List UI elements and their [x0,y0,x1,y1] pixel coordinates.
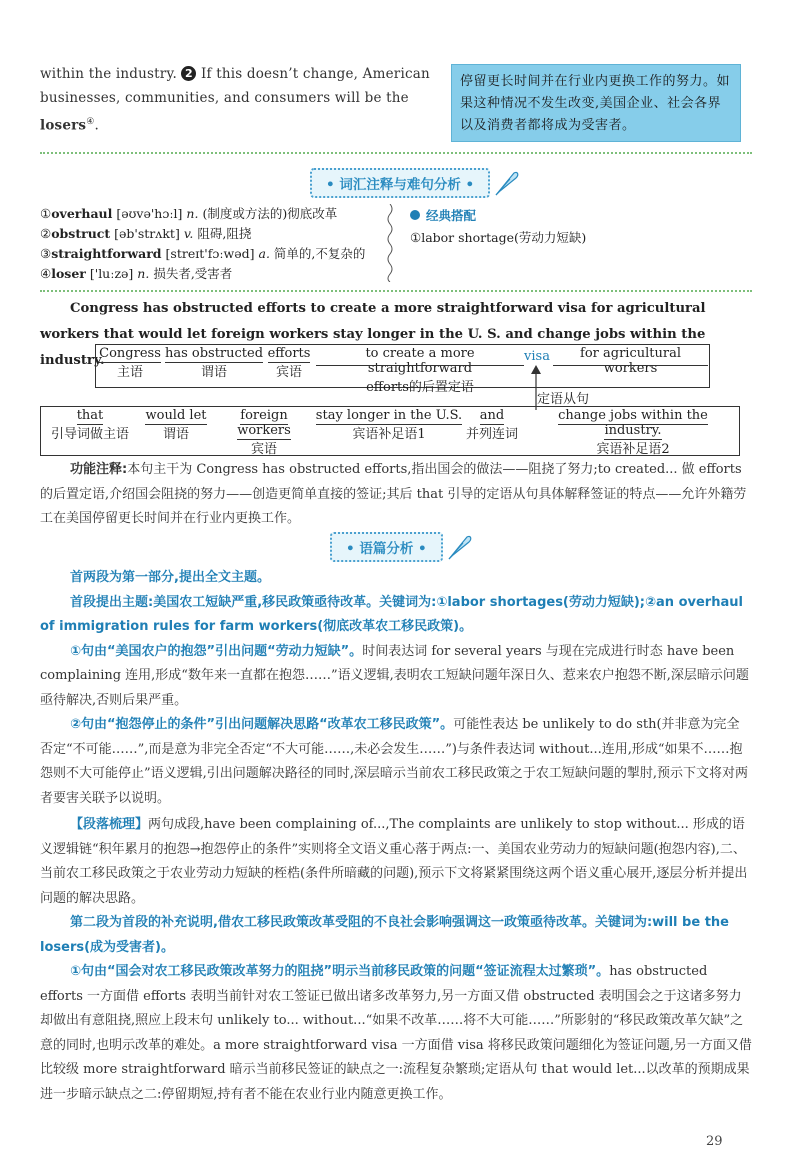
diagram-cell: and 并列连词 [465,408,518,442]
analysis-topic: 首段提出主题:美国农工短缺严重,移民政策亟待改革。关键词为:①labor shortages(劳动力短缺);②an overhaul of immigration rules for farm workers(彻底改革农工移民政策)。 [40,594,743,634]
diagram-cell: stay longer in the U.S. 宾语补足语1 [315,408,463,442]
analysis-paragraph: 【段落梳理】两句成段,have been complaining of...,The complaints are unlikely to stop without... 形成的语义逻辑链“积年累月的抱怨→抱怨停止的条件”实则将全文语义重心落于两点:一、美国农业劳动力的短缺问题(抱怨内容),二、当前农工移民政策之于农业劳动力短缺的桎梏(条件所暗藏的问题),预示下文将紧紧围绕这两个语义重心展开,逐层分析并提出问题的解决思路。 [40,817,748,906]
diagram-cell: that 引导词做主语 [50,408,129,442]
analysis-paragraph: ①句由“国会对农工移民政策改革努力的阻挠”明示当前移民政策的问题“签证流程太过繁琐”。has obstructed efforts 一方面借 efforts 表明当前针对农工签证已做出诸多改革努力,另一方面又借 obstructed 表明国会之于这诸多努力却做出有意阻挠,照应上段末句 unlikely to... without...“如果不改革……将不大可能……”所影射的“移民政策改革欠缺”之意的同时,也明示改革的难处。a more straightforward visa 一方面借 visa 将移民政策问题细化为签证问题,另一方面又借比较级 more straightforward 暗示当前移民签证的缺点之一:流程复杂繁琐;定语从句 that would let...以改革的预期成果进一步暗示缺点之二:停留期短,持有者不能在农业行业内随意更换工作。 [40,964,752,1102]
vocab-item: ④loser ['luːzə] n. 损失者,受害者 [40,266,233,281]
quill-icon [445,533,473,561]
diagram-cell: for agricultural workers [580,346,681,376]
vocab-item: ③straightforward [streɪt'fɔːwəd] a. 简单的,不复杂的 [40,246,366,261]
section-divider [40,152,752,154]
collocation-box [410,205,740,249]
excerpt-footnote-marker: ④ [86,117,95,127]
vocab-item: ②obstruct [əb'strʌkt] v. 阻碍,阻挠 [40,226,252,241]
analysis-part-heading: 首两段为第一部分,提出全文主题。 [70,570,270,585]
diagram-cell: Congress 主语 [99,346,161,380]
page-number: 29 [706,1134,723,1149]
vocab-list [40,204,380,284]
english-excerpt [40,62,440,138]
excerpt-part1: within the industry. [40,66,177,82]
excerpt-part2: If this doesn’t change, American businesses, communities, and consumers will be the [40,66,430,106]
analysis-header-label: • 语篇分析 • [330,532,443,562]
sentence-marker-2: 2 [181,66,196,81]
vocab-item: ①overhaul [əʊvə'hɔːl] n. (制度或方法的)彻底改革 [40,206,338,221]
quill-icon [492,169,520,197]
underline [316,365,524,366]
difficult-sentence: Congress has obstructed efforts to create a more straightforward visa for agricultural workers that would let foreign workers stay longer in the U. S. and change jobs within the industry. [40,301,706,368]
diagram-cell: would let 谓语 [145,408,207,442]
diagram-head-noun: visa [524,349,550,364]
analysis-paragraph: ②句由“抱怨停止的条件”引出问题解决思路“改革农工移民政策”。可能性表达 be unlikely to do sth(并非意为完全否定“不可能……”,而是意为非完全否定“不大可能……,未必会发生……”)与条件表达词 without...连用,形成“如果不……抱怨则不大可能停止”语义逻辑,引出问题解决路径的同时,深层暗示当前农工移民政策之于农工短缺问题的掣肘,预示下文将对两者要害关联予以说明。 [40,717,749,806]
collocation-item: ①labor shortage(劳动力短缺) [410,230,587,245]
translation-box [451,64,741,142]
bullet-icon [410,210,420,220]
vocab-section-header [310,168,520,198]
section-divider [40,290,752,292]
vocab-header-label: • 词汇注释与难句分析 • [310,168,490,198]
wavy-divider [385,204,395,282]
excerpt-bold-word: losers [40,117,87,134]
diagram-cell: has obstructed 谓语 [164,346,264,380]
underline [553,365,708,366]
diagram-cell: change jobs within the industry. 宾语补足语2 [558,408,708,457]
function-note: 功能注释:本句主干为 Congress has obstructed efforts,指出国会的做法——阻挠了努力;to created... 做 efforts 的后置定语,介绍国会阻挠的努力——创造更简单直接的签证;其后 that 引导的定语从句具体解释签证的特点——允许外籍劳工在美国停留更长时间并在行业内更换工作。 [40,462,747,526]
diagram-cell: to create a more straightforward efforts的后置定语 [365,346,475,395]
translation-text: 停留更长时间并在行业内更换工作的努力。如果这种情况不发生改变,美国企业、社会各界以及消费者都将成为受害者。 [460,74,731,133]
analysis-part-heading: 第二段为首段的补充说明,借农工移民政策改革受阻的不良社会影响强调这一政策亟待改革。关键词为:will be the losers(成为受害者)。 [40,915,729,955]
excerpt-end: . [94,117,100,134]
discourse-analysis [40,566,752,1107]
analysis-section-header [330,532,473,562]
collocation-title: 经典搭配 [426,208,477,223]
relative-clause-label: 定语从句 [537,392,590,407]
diagram-cell: foreign workers 宾语 [237,408,291,457]
analysis-paragraph: ①句由“美国农户的抱怨”引出问题“劳动力短缺”。时间表达词 for several years 与现在完成进行时态 have been complaining 连用,形成“数年来一直都在抱怨……”语义逻辑,表明农工短缺问题年深日久、惹来农户抱怨不断,深层暗示问题亟待解决,否则后果严重。 [40,643,749,708]
diagram-cell: efforts 宾语 [267,346,311,380]
